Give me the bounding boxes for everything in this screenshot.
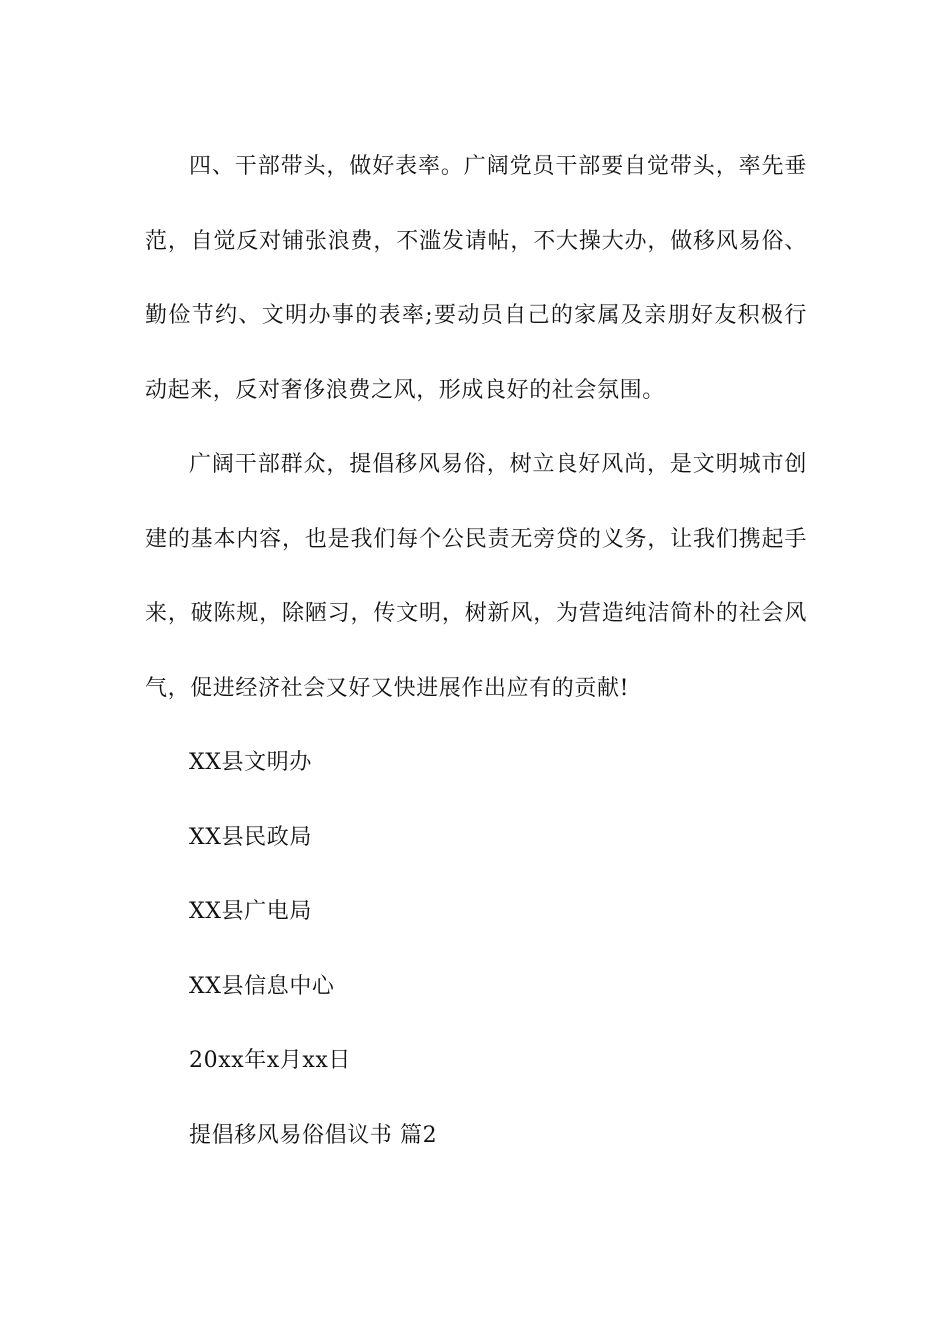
paragraph-call-to-action: 广阔干部群众，提倡移风易俗，树立良好风尚，是文明城市创建的基本内容，也是我们每个公民责无旁贷的义务，让我们携起手来，破陈规，除陋习，传文明，树新风，为营造纯洁简朴的社会风气，促进经济社会又好又快进展作出应有的贡献! xyxy=(145,452,807,701)
document-date: 20xx年x月xx日 xyxy=(189,1048,352,1073)
document-body xyxy=(145,130,807,1173)
signatory-civilization-office: XX县文明办 xyxy=(189,750,312,775)
signatory-broadcasting-bureau: XX县广电局 xyxy=(189,899,312,924)
signatory-information-center: XX县信息中心 xyxy=(189,973,335,999)
signatory-civil-affairs-bureau: XX县民政局 xyxy=(189,824,312,850)
paragraph-cadres-lead: 四、干部带头，做好表率。广阔党员干部要自觉带头，率先垂范，自觉反对铺张浪费，不滥发请帖，不大操大办，做移风易俗、勤俭节约、文明办事的表率;要动员自己的家属及亲朋好友积极行动起来，反对奢侈浪费之风，形成良好的社会氛围。 xyxy=(145,154,807,403)
next-section-heading: 提倡移风易俗倡议书 篇2 xyxy=(189,1122,438,1148)
